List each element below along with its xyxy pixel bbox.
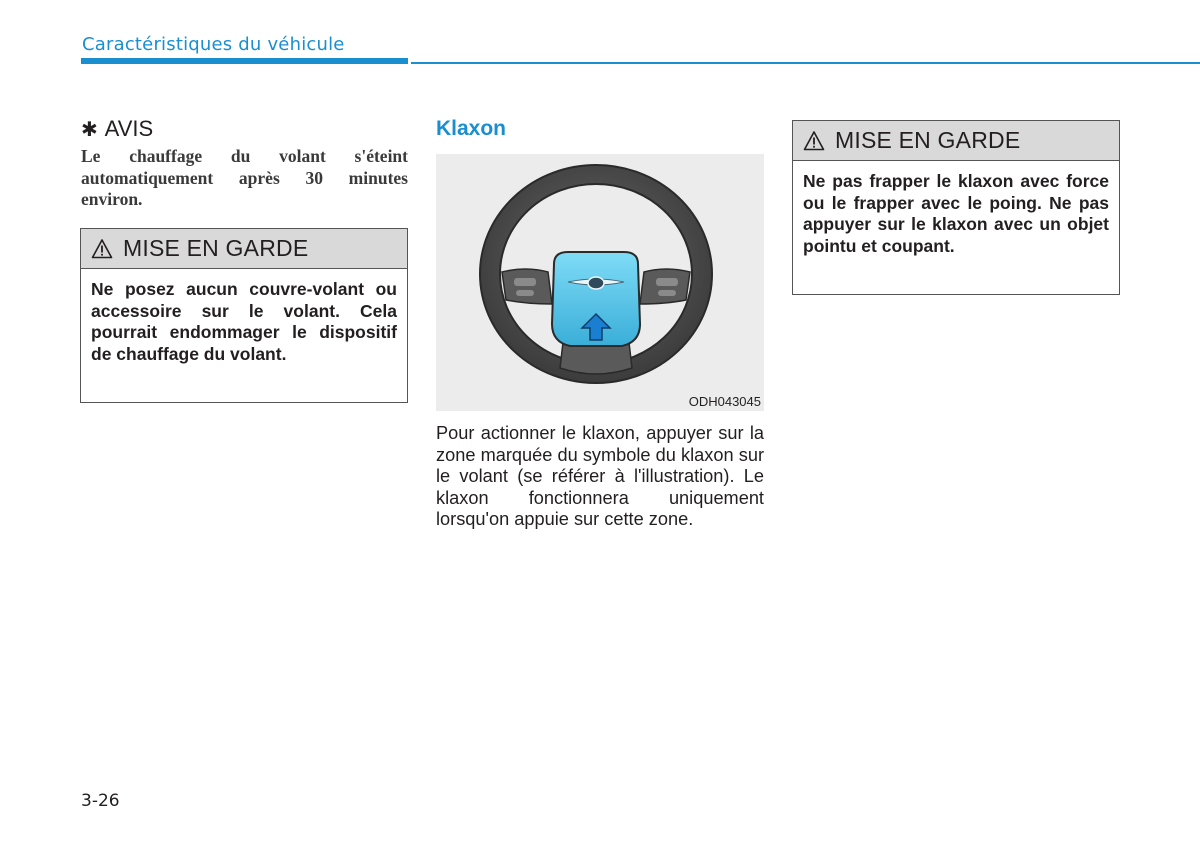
header-rule-thin	[411, 62, 1200, 64]
figure-code: ODH043045	[688, 394, 761, 409]
caution-title: MISE EN GARDE	[835, 127, 1021, 153]
avis-heading	[81, 116, 153, 142]
asterisk-icon: ✱	[81, 117, 98, 141]
klaxon-heading: Klaxon	[436, 117, 507, 140]
caution-header	[81, 229, 407, 269]
section-title: Caractéristiques du véhicule	[82, 34, 345, 55]
avis-text: Le chauffage du volant s'éteint automatiquement après 30 minutes environ.	[81, 146, 408, 209]
caution-box-left	[80, 228, 408, 403]
klaxon-text: Pour actionner le klaxon, appuyer sur la zone marquée du symbole du klaxon sur le volant (se référer à l'illustration). Le klaxon fonctionnera uniquement lorsqu'on appuie sur cette zone.	[436, 423, 764, 529]
caution-text: Ne posez aucun couvre-volant ou accessoire sur le volant. Cela pourrait endommager le dispositif de chauffage du volant.	[91, 279, 397, 364]
header-rule-thick	[81, 58, 408, 64]
steering-wheel-image	[436, 154, 764, 411]
page-number: 3-26	[81, 791, 120, 811]
caution-box-right	[792, 120, 1120, 295]
caution-text: Ne pas frapper le klaxon avec force ou le frapper avec le poing. Ne pas appuyer sur le klaxon avec un objet pointu et coupant.	[803, 171, 1109, 256]
avis-heading-label: AVIS	[104, 116, 154, 141]
caution-title: MISE EN GARDE	[123, 235, 309, 261]
warning-triangle-icon	[91, 238, 113, 260]
steering-wheel-illustration	[436, 154, 764, 411]
warning-triangle-icon	[803, 130, 825, 152]
caution-header	[793, 121, 1119, 161]
